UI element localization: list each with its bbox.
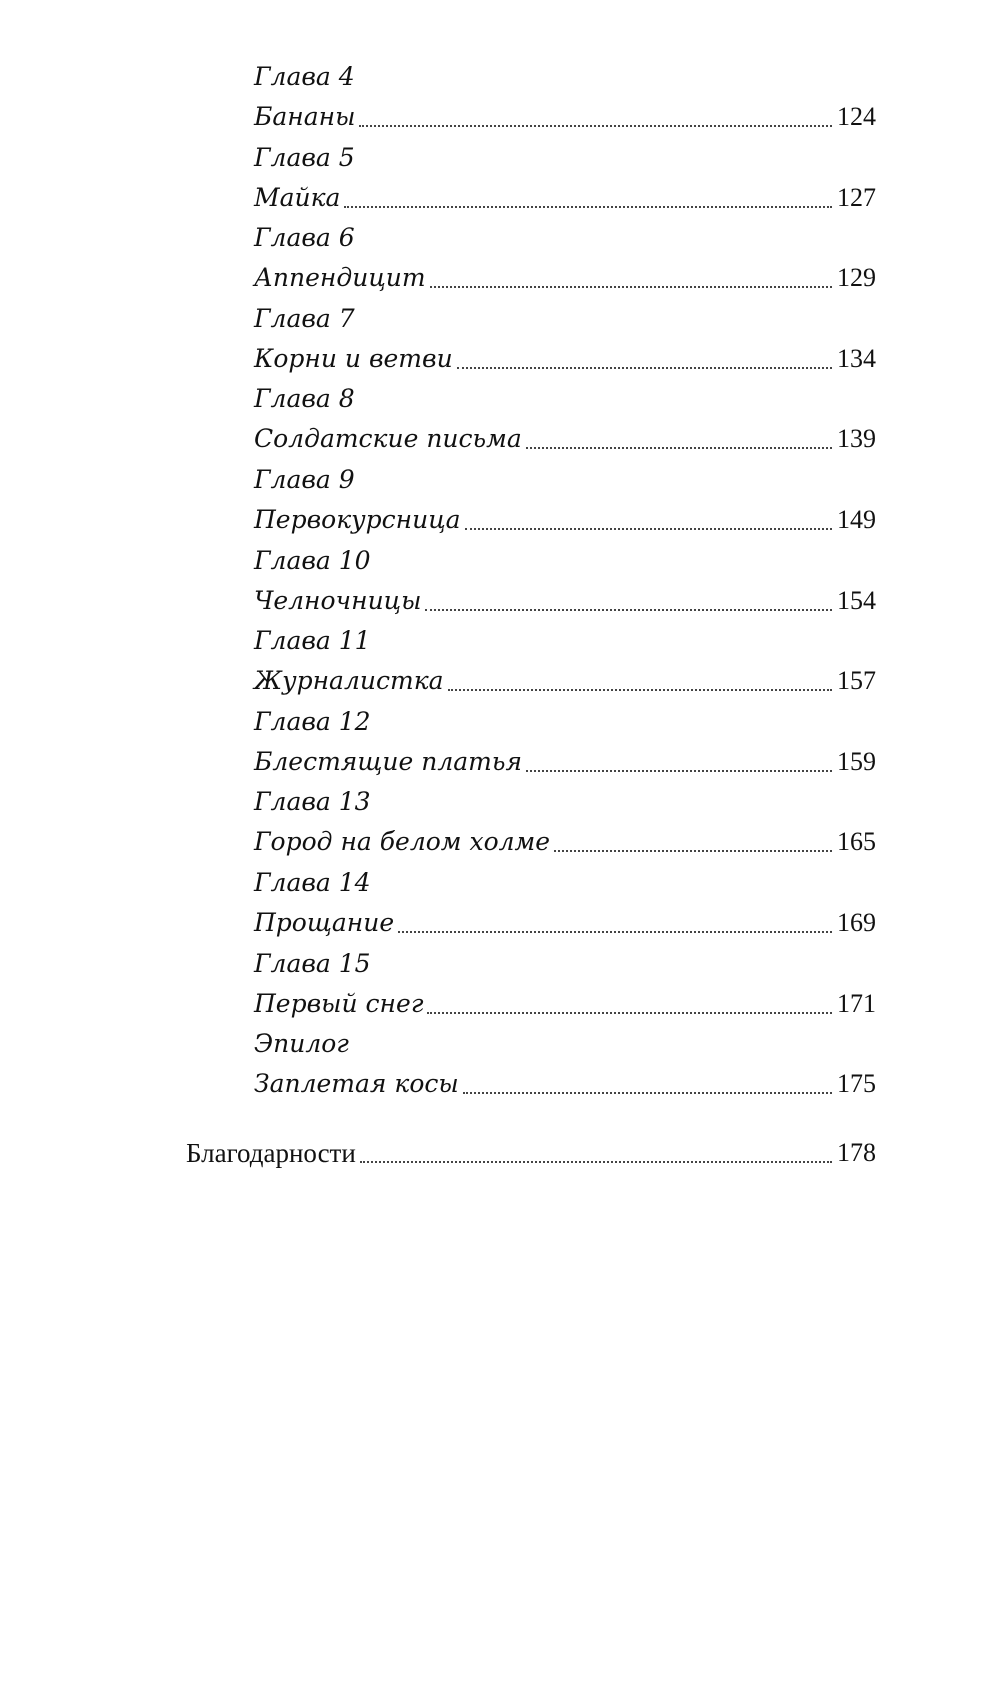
chapter-title: Солдатские письма [254,424,522,454]
toc-entry-chapter-4 [254,60,876,141]
toc-entry-chapter-7 [254,302,876,383]
toc-entry-chapter-10 [254,544,876,625]
dot-leader [448,689,832,691]
toc-entry-line [254,582,876,618]
dot-leader [430,286,832,288]
page-number: 134 [837,343,876,373]
chapter-title: Первокурсница [254,504,461,534]
chapter-label: Глава 10 [254,545,371,575]
dot-leader [398,931,832,933]
page-number: 175 [837,1069,876,1099]
chapter-title: Город на белом холме [254,827,551,857]
page-number: 178 [837,1138,876,1167]
chapter-label: Глава 7 [254,303,355,333]
toc-entry-chapter-8 [254,382,876,463]
page-number: 139 [837,424,876,454]
dot-leader [554,850,832,852]
toc-entry-chapter-6 [254,221,876,302]
dot-leader [526,770,832,772]
dot-leader [463,1092,832,1094]
toc-entry-acknowledgements [186,1130,876,1170]
chapter-label: Глава 6 [254,223,355,253]
toc-entry-line [254,179,876,215]
chapter-label: Глава 8 [254,384,355,414]
toc-entry-line [254,743,876,779]
chapter-label: Глава 13 [254,787,371,817]
page-number: 129 [837,263,876,293]
toc-entry-chapter-13 [254,785,876,866]
toc-entry-line [254,904,876,940]
chapter-title: Бананы [254,102,356,131]
toc-entry-line [254,340,876,376]
chapter-label: Глава 9 [254,464,355,494]
chapter-label: Глава 11 [254,626,371,656]
dot-leader [457,367,832,369]
chapter-label: Глава 4 [254,62,355,91]
chapter-label: Глава 12 [254,706,371,736]
page-number: 165 [837,827,876,857]
toc-entry-chapter-9 [254,463,876,544]
chapter-label: Эпилог [254,1029,349,1059]
page-number: 169 [837,907,876,937]
toc-entry-chapter-12 [254,705,876,786]
dot-leader [344,206,832,208]
chapter-title: Журналистка [254,666,444,696]
toc-entry-chapter-5 [254,141,876,222]
chapter-title: Челночницы [254,585,422,615]
toc-entry-line [254,1065,876,1101]
chapter-title: Блестящие платья [254,746,523,776]
chapter-title: Заплетая косы [254,1069,459,1099]
toc-entry-chapter-14 [254,866,876,947]
dot-leader [427,1012,832,1014]
toc-entry-line [254,98,876,134]
toc-entry-chapter-15 [254,947,876,1028]
back-matter-title: Благодарности [186,1138,356,1168]
dot-leader [425,609,832,611]
chapter-title: Корни и ветви [254,343,453,373]
chapter-title: Прощание [254,907,395,937]
chapter-title: Аппендицит [254,263,426,293]
toc-entry-line [254,662,876,698]
chapter-label: Глава 15 [254,948,371,978]
page-number: 159 [837,746,876,776]
toc-entry-line [254,420,876,456]
dot-leader [526,447,832,449]
page-number: 127 [837,182,876,212]
toc-entry-epilogue [254,1027,876,1108]
dot-leader [360,1161,832,1163]
toc-entry-line [254,985,876,1021]
toc-entry-chapter-11 [254,624,876,705]
chapter-title: Майка [254,182,341,212]
chapter-label: Глава 5 [254,142,355,172]
table-of-contents [254,60,876,1108]
page-number: 171 [837,988,876,1018]
dot-leader [465,528,832,530]
page-number: 124 [837,102,876,131]
dot-leader [359,125,832,127]
toc-entry-line [254,823,876,859]
chapter-label: Глава 14 [254,867,371,897]
page-number: 154 [837,585,876,615]
page-number: 157 [837,666,876,696]
chapter-title: Первый снег [254,988,424,1018]
toc-entry-line [254,501,876,537]
page-number: 149 [837,504,876,534]
toc-entry-line [254,259,876,295]
